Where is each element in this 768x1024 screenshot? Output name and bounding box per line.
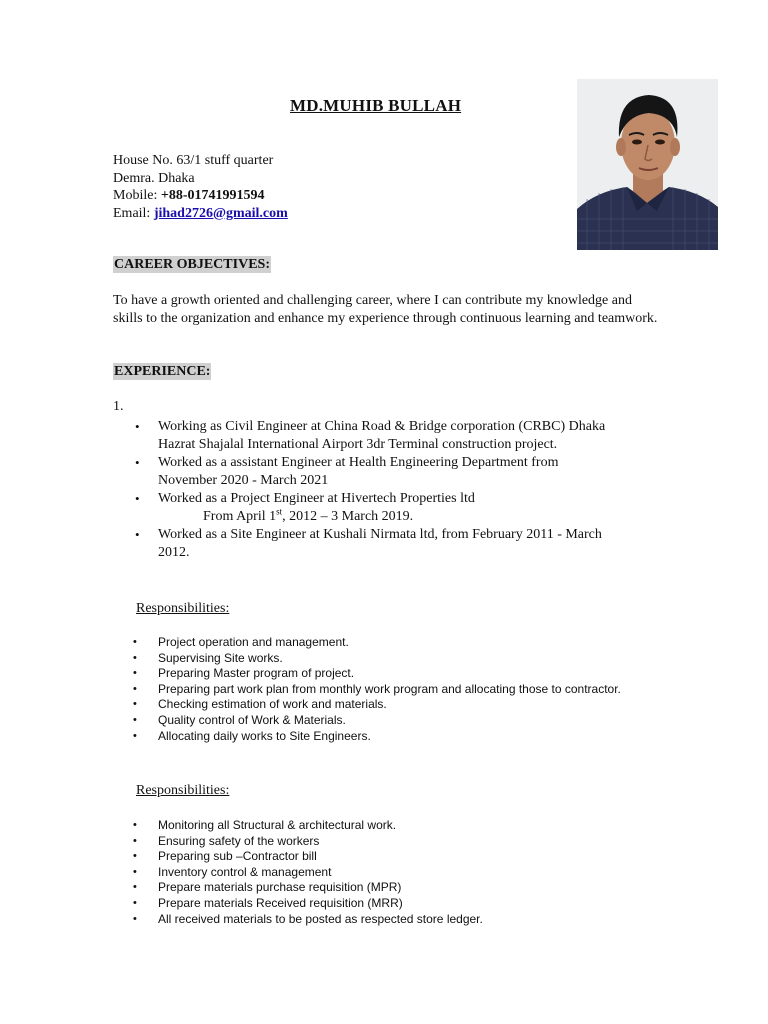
list-item-text: Prepare materials Received requisition (MRR) (158, 895, 403, 910)
experience-item (113, 454, 673, 490)
bullet-icon: • (133, 819, 137, 831)
list-item (113, 651, 673, 667)
experience-heading: EXPERIENCE: (114, 364, 211, 379)
list-item (113, 713, 673, 729)
bullet-icon: • (133, 912, 137, 925)
list-item-text: Preparing Master program of project. (158, 666, 355, 681)
mobile-number: +88-01741991594 (160, 188, 265, 203)
list-item-text: Checking estimation of work and materials. (158, 697, 387, 712)
list-item-text: All received materials to be posted as respected store ledger. (158, 911, 483, 926)
experience-line: Worked as a Project Engineer at Hivertech Properties ltd (158, 491, 475, 506)
list-item-text: Supervising Site works. (158, 650, 283, 665)
list-item (113, 834, 673, 850)
list-item (113, 912, 673, 928)
profile-photo-image (577, 79, 718, 250)
list-item-text: Monitoring all Structural & architectural work. (158, 818, 397, 832)
bullet-icon: • (133, 729, 137, 742)
list-item-text: Inventory control & management (158, 864, 332, 879)
bullet-icon: • (133, 698, 137, 711)
bullet-icon: • (135, 419, 140, 434)
bullet-icon: • (133, 834, 137, 847)
responsibilities-title: Responsibilities: (136, 601, 230, 616)
career-objectives-text: To have a growth oriented and challenging career, where I can contribute my knowledge and skills to the organization and enhance my experience through continuous learning and teamwork. (113, 293, 658, 326)
email-line (113, 205, 288, 223)
list-item (113, 849, 673, 865)
list-item-text: Prepare materials purchase requisition (MPR) (158, 880, 402, 895)
list-item-text: Project operation and management. (158, 635, 349, 649)
bullet-icon: • (133, 865, 137, 878)
responsibilities-list (113, 635, 673, 744)
experience-number: 1. (113, 399, 124, 414)
experience-list (113, 418, 673, 562)
experience-line (158, 508, 673, 526)
mobile-line (113, 187, 288, 205)
list-item (113, 682, 673, 698)
address-line-1: House No. 63/1 stuff quarter (113, 153, 274, 168)
bullet-icon: • (133, 713, 137, 726)
bullet-icon: • (133, 651, 137, 664)
list-item (113, 818, 673, 834)
experience-line: Working as Civil Engineer at China Road & Bridge corporation (CRBC) Dhaka (158, 419, 606, 434)
resume-name: MD.MUHIB BULLAH (290, 96, 462, 115)
experience-line: November 2020 - March 2021 (158, 473, 329, 488)
list-item (113, 880, 673, 896)
career-objectives-heading: CAREER OBJECTIVES: (114, 257, 270, 272)
list-item (113, 635, 673, 651)
experience-line: Worked as a Site Engineer at Kushali Nirmata ltd, from February 2011 - March (158, 527, 602, 542)
email-link[interactable]: jihad2726@gmail.com (153, 205, 288, 221)
list-item-text: Quality control of Work & Materials. (158, 712, 346, 727)
mobile-label: Mobile: (113, 188, 161, 203)
list-item (113, 896, 673, 912)
email-label: Email: (113, 205, 154, 221)
list-item (113, 697, 673, 713)
bullet-icon: • (133, 896, 137, 909)
list-item (113, 729, 673, 745)
bullet-icon: • (133, 881, 137, 894)
list-item (113, 666, 673, 682)
contact-block (113, 152, 288, 222)
experience-line: 2012. (158, 545, 190, 560)
list-item-text: Ensuring safety of the workers (158, 833, 320, 848)
bullet-icon: • (133, 636, 137, 648)
responsibilities-title: Responsibilities: (136, 783, 230, 798)
experience-item (113, 418, 673, 454)
list-item-text: Preparing sub –Contractor bill (158, 849, 317, 864)
bullet-icon: • (135, 455, 140, 470)
bullet-icon: • (133, 682, 137, 695)
list-item-text: Allocating daily works to Site Engineers. (158, 728, 371, 743)
experience-date-start: From April 1 (203, 509, 277, 524)
list-item-text: Preparing part work plan from monthly work program and allocating those to contractor. (158, 681, 621, 696)
list-item (113, 865, 673, 881)
experience-line: Hazrat Shajalal International Airport 3dr Terminal construction project. (158, 437, 558, 452)
ordinal-suffix: st (276, 506, 283, 517)
responsibilities-list (113, 818, 673, 927)
bullet-icon: • (135, 491, 140, 506)
bullet-icon: • (133, 850, 137, 863)
experience-line: Worked as a assistant Engineer at Health Engineering Department from (158, 455, 559, 470)
experience-item (113, 526, 673, 562)
address-line-2: Demra. Dhaka (113, 170, 195, 186)
experience-item (113, 490, 673, 526)
experience-date-end: , 2012 – 3 March 2019. (282, 509, 414, 524)
bullet-icon: • (133, 667, 137, 680)
profile-photo (577, 79, 718, 250)
bullet-icon: • (135, 527, 140, 542)
